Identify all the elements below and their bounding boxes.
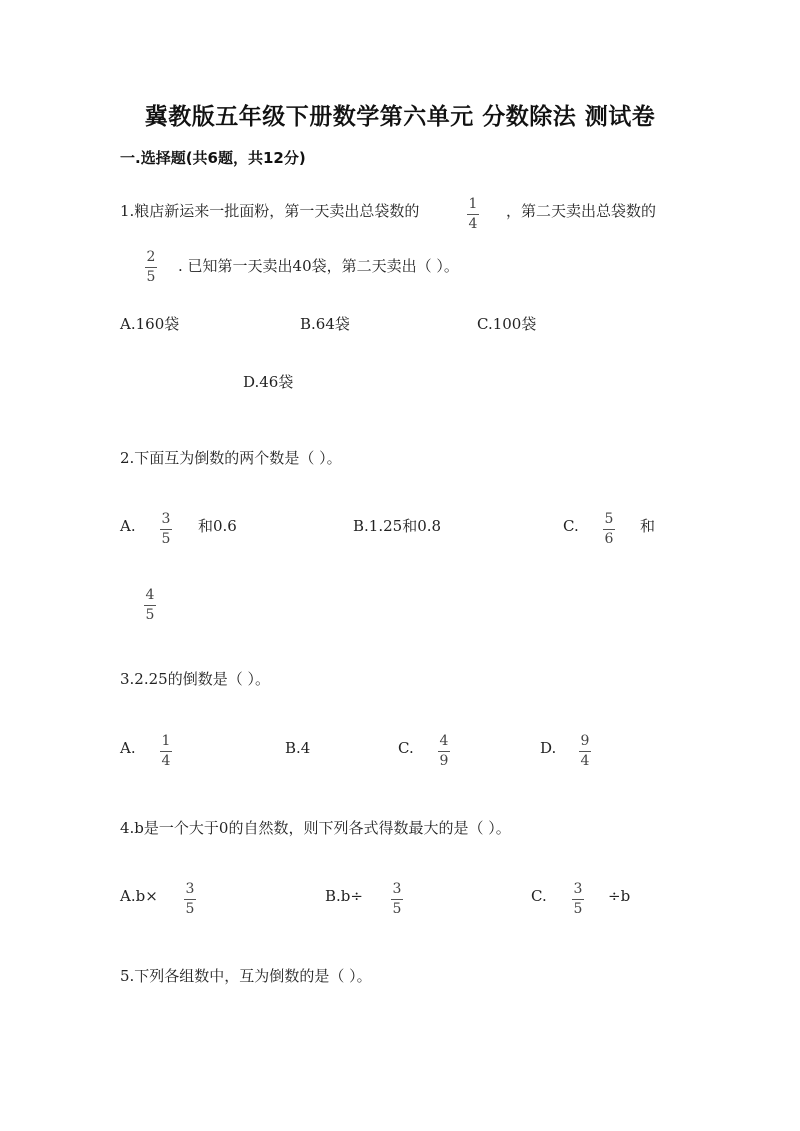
q3-option-d-fraction bbox=[579, 733, 591, 769]
fraction-denominator: 4 bbox=[468, 216, 478, 232]
q4-option-b-fraction bbox=[391, 881, 403, 917]
fraction-denominator: 4 bbox=[580, 753, 590, 769]
fraction-bar bbox=[579, 751, 591, 752]
q1-fraction-2-5 bbox=[145, 249, 157, 285]
fraction-denominator: 5 bbox=[573, 901, 583, 917]
q4-option-b-label[interactable]: B.b÷ bbox=[325, 887, 363, 905]
fraction-bar bbox=[603, 529, 615, 530]
fraction-bar bbox=[184, 899, 196, 900]
q3-option-b[interactable]: B.4 bbox=[285, 739, 311, 757]
fraction-bar bbox=[391, 899, 403, 900]
fraction-numerator: 5 bbox=[604, 511, 614, 527]
fraction-bar bbox=[144, 605, 156, 606]
q1-option-c[interactable]: C.100袋 bbox=[477, 315, 537, 333]
fraction-bar bbox=[438, 751, 450, 752]
fraction-numerator: 3 bbox=[161, 511, 171, 527]
fraction-numerator: 4 bbox=[439, 733, 449, 749]
q5-text: 5.下列各组数中，互为倒数的是（ ）。 bbox=[120, 967, 372, 985]
q2-option-b[interactable]: B.1.25和0.8 bbox=[353, 517, 442, 535]
fraction-numerator: 1 bbox=[161, 733, 171, 749]
fraction-bar bbox=[467, 214, 479, 215]
fraction-denominator: 5 bbox=[146, 269, 156, 285]
fraction-denominator: 5 bbox=[145, 607, 155, 623]
q4-text: 4.b是一个大于0的自然数，则下列各式得数最大的是（ ）。 bbox=[120, 819, 511, 837]
page-title: 冀教版五年级下册数学第六单元 分数除法 测试卷 bbox=[144, 104, 656, 130]
fraction-denominator: 5 bbox=[392, 901, 402, 917]
fraction-bar bbox=[145, 267, 157, 268]
fraction-numerator: 4 bbox=[145, 587, 155, 603]
q3-text: 3.2.25的倒数是（ ）。 bbox=[120, 670, 270, 688]
fraction-numerator: 2 bbox=[146, 249, 156, 265]
q1-option-b[interactable]: B.64袋 bbox=[300, 315, 350, 333]
q3-option-c-label[interactable]: C. bbox=[398, 739, 414, 757]
q1-text-part3: . 已知第一天卖出40袋，第二天卖出（ ）。 bbox=[178, 257, 459, 275]
q4-option-a-label[interactable]: A.b× bbox=[120, 887, 158, 905]
q1-option-d[interactable]: D.46袋 bbox=[243, 373, 294, 391]
section-heading: 一.选择题(共6题，共12分) bbox=[120, 149, 306, 167]
fraction-numerator: 3 bbox=[392, 881, 402, 897]
q2-option-a-tail: 和0.6 bbox=[198, 517, 237, 535]
fraction-denominator: 4 bbox=[161, 753, 171, 769]
fraction-numerator: 1 bbox=[468, 196, 478, 212]
fraction-numerator: 3 bbox=[573, 881, 583, 897]
q1-text-part1: 1.粮店新运来一批面粉，第一天卖出总袋数的 bbox=[120, 202, 420, 220]
q3-option-c-fraction bbox=[438, 733, 450, 769]
fraction-bar bbox=[160, 751, 172, 752]
q4-option-a-fraction bbox=[184, 881, 196, 917]
fraction-bar bbox=[160, 529, 172, 530]
q2-option-c-mid: 和 bbox=[640, 517, 656, 535]
q2-option-c-label[interactable]: C. bbox=[563, 517, 579, 535]
fraction-denominator: 6 bbox=[604, 531, 614, 547]
q4-option-c-fraction bbox=[572, 881, 584, 917]
q4-option-c-label[interactable]: C. bbox=[531, 887, 547, 905]
q1-fraction-1-4 bbox=[467, 196, 479, 232]
q2-option-c-fraction-2 bbox=[144, 587, 156, 623]
q3-option-a-label[interactable]: A. bbox=[120, 739, 136, 757]
q2-option-a-label[interactable]: A. bbox=[120, 517, 136, 535]
fraction-numerator: 9 bbox=[580, 733, 590, 749]
fraction-denominator: 5 bbox=[185, 901, 195, 917]
fraction-denominator: 5 bbox=[161, 531, 171, 547]
fraction-bar bbox=[572, 899, 584, 900]
fraction-numerator: 3 bbox=[185, 881, 195, 897]
q4-option-c-tail: ÷b bbox=[608, 887, 631, 905]
q2-option-a-fraction bbox=[160, 511, 172, 547]
q3-option-d-label[interactable]: D. bbox=[540, 739, 557, 757]
fraction-denominator: 9 bbox=[439, 753, 449, 769]
q2-text: 2.下面互为倒数的两个数是（ ）。 bbox=[120, 449, 342, 467]
q1-text-part2: ，第二天卖出总袋数的 bbox=[506, 202, 657, 220]
q2-option-c-fraction-1 bbox=[603, 511, 615, 547]
q1-option-a[interactable]: A.160袋 bbox=[120, 315, 180, 333]
q3-option-a-fraction bbox=[160, 733, 172, 769]
